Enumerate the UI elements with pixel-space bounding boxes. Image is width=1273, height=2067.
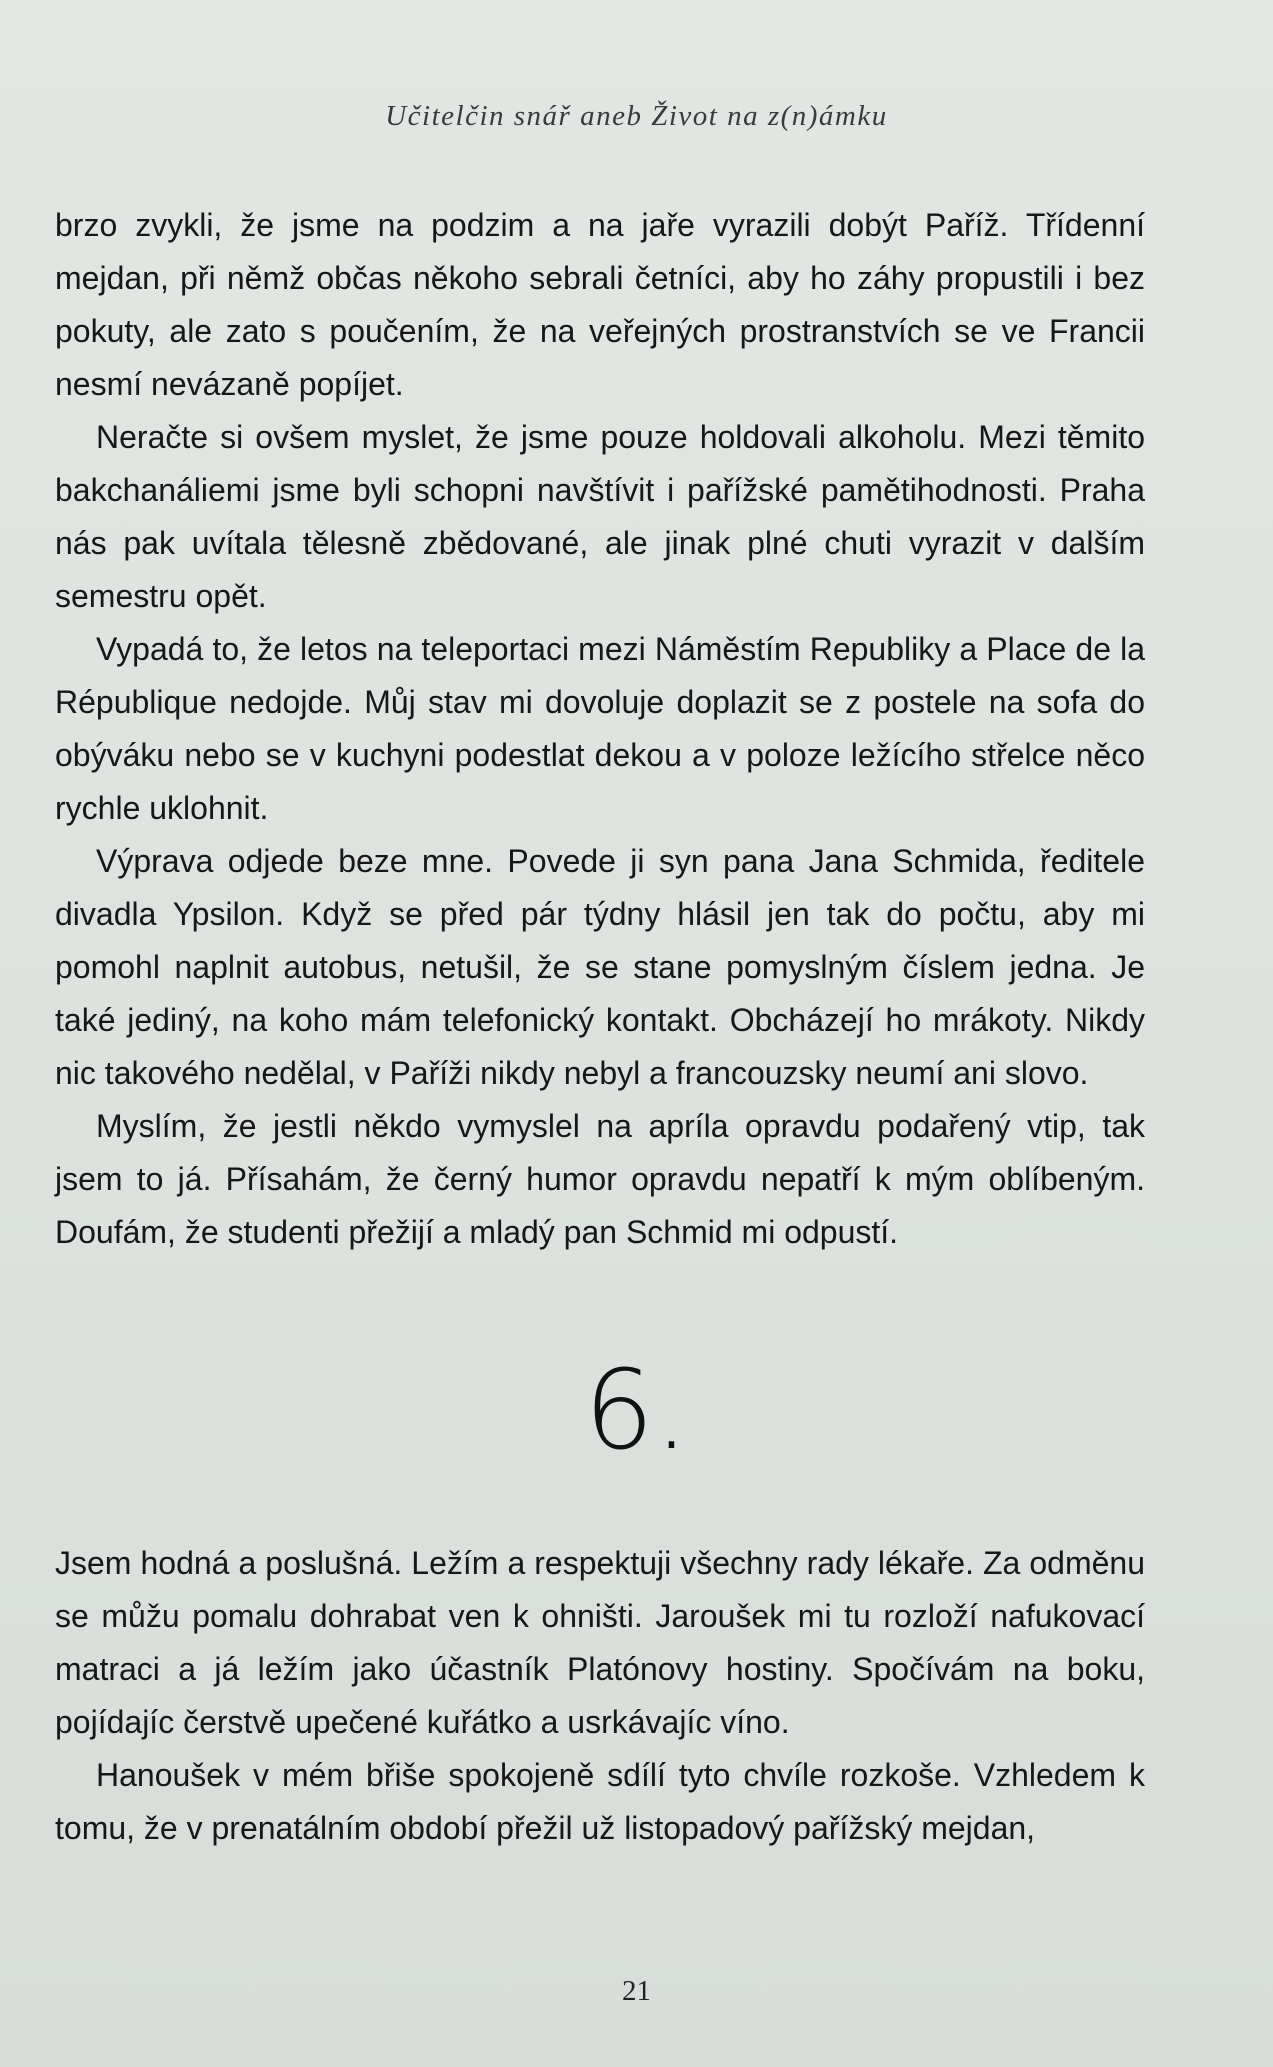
running-header: Učitelčin snář aneb Život na z(n)ámku (385, 100, 888, 132)
paragraph: Hanoušek v mém břiše spokojeně sdílí tyto chvíle rozkoše. Vzhledem k tomu, že v prenatálním období přežil už listopadový pařížský mejdan, (55, 1757, 1145, 1846)
paragraph: Výprava odjede beze mne. Povede ji syn pana Jana Schmida, ředitele divadla Ypsilon. Když se před pár týdny hlásil jen tak do počtu, aby mi pomohl naplnit autobus, netušil, že se stane pomyslným číslem jedna. Je také jediný, na koho mám telefonický kontakt. Obcházejí ho mrákoty. Nikdy nic takového nedělal, v Paříži nikdy nebyl a francouzsky neumí ani slovo. (55, 843, 1145, 1091)
body-text-before-chapter (55, 199, 1145, 1259)
paragraph: brzo zvykli, že jsme na podzim a na jaře vyrazili dobýt Paříž. Třídenní mejdan, při němž občas někoho sebrali četníci, aby ho záhy propustili i bez pokuty, ale zato s poučením, že na veřejných prostranstvích se ve Francii nesmí nevázaně popíjet. (55, 207, 1145, 402)
page-number: 21 (622, 1975, 651, 2007)
paragraph: Neračte si ovšem myslet, že jsme pouze holdovali alkoholu. Mezi těmito bakchanáliemi jsme byli schopni navštívit i pařížské pamětihodnosti. Praha nás pak uvítala tělesně zbědované, ale jinak plné chuti vyrazit v dalším semestru opět. (55, 419, 1145, 614)
paragraph: Myslím, že jestli někdo vymyslel na apríla opravdu podařený vtip, tak jsem to já. Přísahám, že černý humor opravdu nepatří k mým oblíbeným. Doufám, že studenti přežijí a mladý pan Schmid mi odpustí. (55, 1108, 1145, 1250)
paragraph: Jsem hodná a poslušná. Ležím a respektuji všechny rady lékaře. Za odměnu se můžu pomalu dohrabat ven k ohništi. Jaroušek mi tu rozloží nafukovací matraci a já ležím jako účastník Platónovy hostiny. Spočívám na boku, pojídajíc čerstvě upečené kuřátko a usrkávajíc víno. (55, 1545, 1145, 1740)
chapter-number: 6. (584, 1346, 689, 1474)
body-text-chapter-6 (55, 1537, 1145, 1855)
paragraph: Vypadá to, že letos na teleportaci mezi Náměstím Republiky a Place de la République nedojde. Můj stav mi dovoluje doplazit se z postele na sofa do obýváku nebo se v kuchyni podestlat dekou a v poloze ležícího střelce něco rychle uklohnit. (55, 631, 1145, 826)
